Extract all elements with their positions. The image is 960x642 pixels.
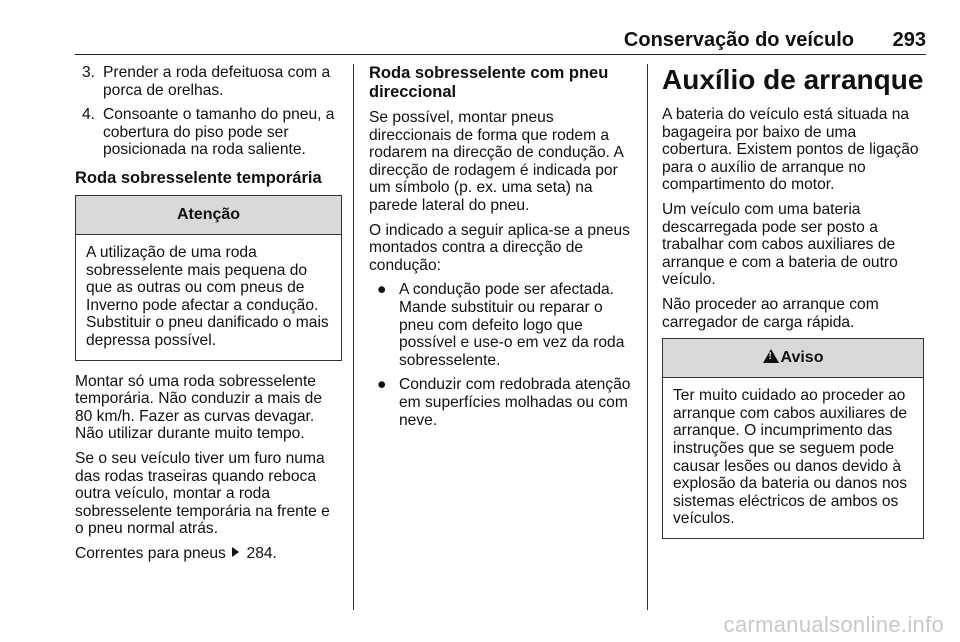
warning-text: Ter muito cuidado ao proceder ao arranque com cabos auxiliares de arranque. O incumprimento das instruções que se seguem pode causar lesões ou danos devido à explosão da bateria ou danos nos sistemas eléctricos de ambos os veículos. — [673, 387, 908, 528]
paragraph: O indicado a seguir aplica-se a pneus montados contra a direcção de condução: — [369, 221, 630, 274]
warning-header — [663, 339, 923, 378]
paragraph: Se o seu veículo tiver um furo numa das rodas traseiras quando reboca outra veículo, montar a roda sobresselente temporária na frente e o pneu normal atrás. — [75, 449, 330, 538]
paragraph: Não proceder ao arranque com carregador de carga rápida. — [662, 295, 879, 331]
list-item — [369, 281, 635, 369]
paragraph: Um veículo com uma bateria descarregada pode ser posto a trabalhar com cabos auxiliares de arranque e com a bateria de outro veículo. — [662, 200, 898, 289]
paragraph: Se possível, montar pneus direccionais de forma que rodem a rodarem na direcção de condução. A direcção de rodagem é indicada por um símbolo (p. ex. uma seta) na parede lateral do pneu. — [369, 109, 623, 214]
section-title: Conservação do veículo — [623, 29, 854, 51]
paragraph: Montar só uma roda sobresselente temporária. Não conduzir a mais de 80 km/h. Fazer as curvas devagar. Não utilizar durante muito tempo. — [75, 372, 323, 443]
heading-jump-start: Auxílio de arranque — [662, 64, 924, 95]
cross-reference — [75, 545, 342, 563]
page-header — [75, 26, 926, 55]
step-number: 3. — [82, 64, 96, 81]
steps-list — [75, 64, 342, 159]
step-text: Consoante o tamanho do pneu, a cobertura do piso pode ser posicionada na roda saliente. — [103, 106, 335, 159]
list-item — [369, 376, 635, 429]
page-reference-icon — [232, 547, 239, 557]
notice-text: A utilização de uma roda sobresselente mais pequena do que as outras ou com pneus de Inverno pode afectar a condução. Substituir o pneu danificado o mais depressa possível. — [86, 243, 329, 349]
heading-directional-spare: Roda sobresselente com pneu direccional — [369, 64, 609, 101]
reference-page: 284. — [246, 544, 277, 562]
warning-title: Aviso — [780, 349, 824, 367]
reference-text: Correntes para pneus — [75, 544, 226, 562]
bullet-list — [369, 281, 635, 429]
list-item-text: Conduzir com redobrada atenção em superfícies molhadas ou com neve. — [399, 376, 631, 429]
column-left — [75, 64, 342, 569]
warning-box — [662, 338, 924, 539]
bullet-icon: ● — [377, 376, 387, 394]
warning-triangle-icon — [763, 349, 779, 363]
bullet-icon: ● — [377, 281, 387, 299]
step-item — [75, 106, 342, 159]
paragraph: A bateria do veículo está situada na bagageira por baixo de uma cobertura. Existem pontos de ligação para o auxílio de arranque no compartimento do motor. — [662, 106, 919, 194]
column-middle — [369, 64, 635, 436]
page-number: 293 — [892, 29, 926, 51]
column-divider — [647, 64, 648, 610]
column-right — [662, 64, 924, 551]
list-item-text: A condução pode ser afectada. Mande substituir ou reparar o pneu com defeito logo que possível e use-o em vez da roda sobresselente. — [399, 281, 625, 369]
step-item — [75, 64, 342, 99]
notice-box — [75, 195, 342, 361]
step-number: 4. — [82, 106, 96, 124]
column-divider — [353, 64, 354, 610]
step-text: Prender a roda defeituosa com a porca de orelhas. — [103, 64, 331, 99]
watermark: carmanualsonline.info — [723, 612, 944, 637]
notice-title: Atenção — [76, 196, 341, 235]
heading-temporary-spare: Roda sobresselente temporária — [75, 168, 322, 187]
